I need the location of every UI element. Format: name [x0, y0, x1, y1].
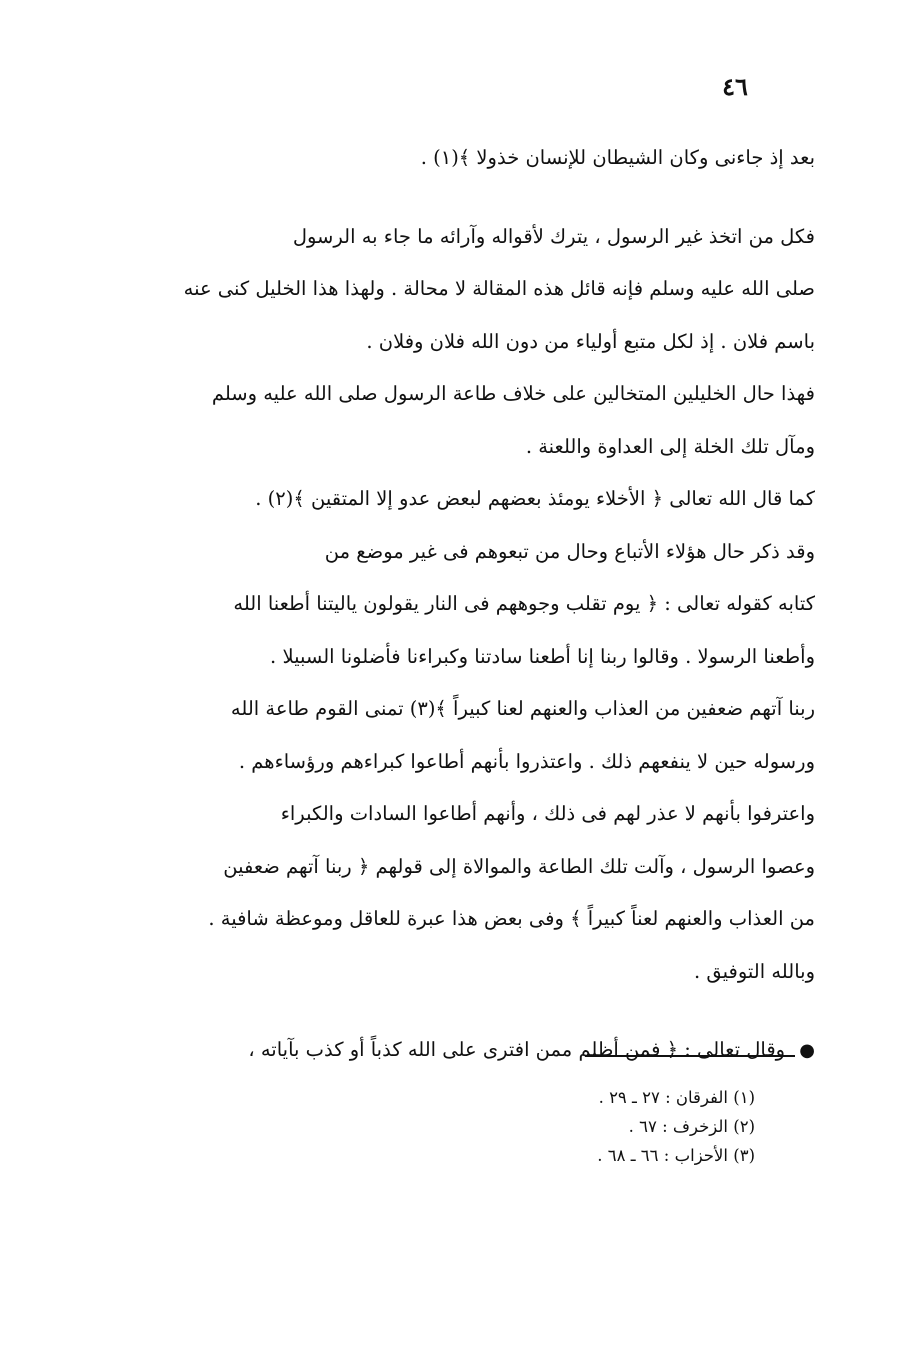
text-line: ربنا آتهم ضعفين من العذاب والعنهم لعنا كبيراً ﴾(٣) تمنى القوم طاعة الله [230, 697, 815, 720]
footnote-divider [585, 1055, 795, 1057]
text-line: وعصوا الرسول ، وآلت تلك الطاعة والموالاة إلى قولهم ﴿ ربنا آتهم ضعفين [223, 854, 815, 878]
text-line: بعد إذ جاءنى وكان الشيطان للإنسان خذولا ﴾(١) . [420, 146, 815, 169]
footnote: (٣) الأحزاب : ٦٦ ـ ٦٨ . [597, 1146, 755, 1165]
text-line: صلى الله عليه وسلم فإنه قائل هذه المقالة لا محالة . ولهذا هذا الخليل كنى عنه [183, 277, 815, 300]
text-line [125, 1024, 815, 1077]
text-line: ومآل تلك الخلة إلى العداوة واللعنة . [525, 434, 815, 458]
text-line: فكل من اتخذ غير الرسول ، يترك لأقواله وآرائه ما جاء به الرسول [292, 224, 815, 248]
text-line: وقد ذكر حال هؤلاء الأتباع وحال من تبعوهم فى غير موضع من [324, 539, 815, 563]
footnote: (١) الفرقان : ٢٧ ـ ٢٩ . [598, 1088, 755, 1107]
text-line: وأطعنا الرسولا . وقالوا ربنا إنا أطعنا سادتنا وكبراءنا فأضلونا السبيلا . [270, 644, 815, 668]
page-number: ٤٦ [722, 72, 748, 101]
body-text [125, 132, 815, 1077]
text-line: كتابه كقوله تعالى : ﴿ يوم تقلب وجوههم فى النار يقولون ياليتنا أطعنا الله [233, 592, 815, 615]
footnote: (٢) الزخرف : ٦٧ . [628, 1117, 755, 1136]
text-line: وبالله التوفيق . [693, 959, 815, 983]
text-line: كما قال الله تعالى ﴿ الأخلاء يومئذ بعضهم لبعض عدو إلا المتقين ﴾(٢) . [255, 487, 815, 510]
text-line: من العذاب والعنهم لعناً كبيراً ﴾ وفى بعض هذا عبرة للعاقل وموعظة شافية . [208, 907, 815, 930]
text-line: واعترفوا بأنهم لا عذر لهم فى ذلك ، وأنهم أطاعوا السادات والكبراء [280, 802, 815, 825]
text-line-content: وقال تعالى : ﴿ فمن أظلم ممن افترى على الله كذباً أو كذب بآياته ، [248, 1038, 786, 1061]
footnotes [505, 1083, 755, 1170]
bullet-icon: ● [799, 1040, 815, 1061]
text-line: باسم فلان . إذ لكل متبع أولياء من دون الله فلان وفلان . [366, 329, 815, 353]
text-line: ورسوله حين لا ينفعهم ذلك . واعتذروا بأنهم أطاعوا كبراءهم ورؤساءهم . [238, 749, 815, 773]
text-line: فهذا حال الخليلين المتخالين على خلاف طاعة الرسول صلى الله عليه وسلم [211, 382, 815, 405]
